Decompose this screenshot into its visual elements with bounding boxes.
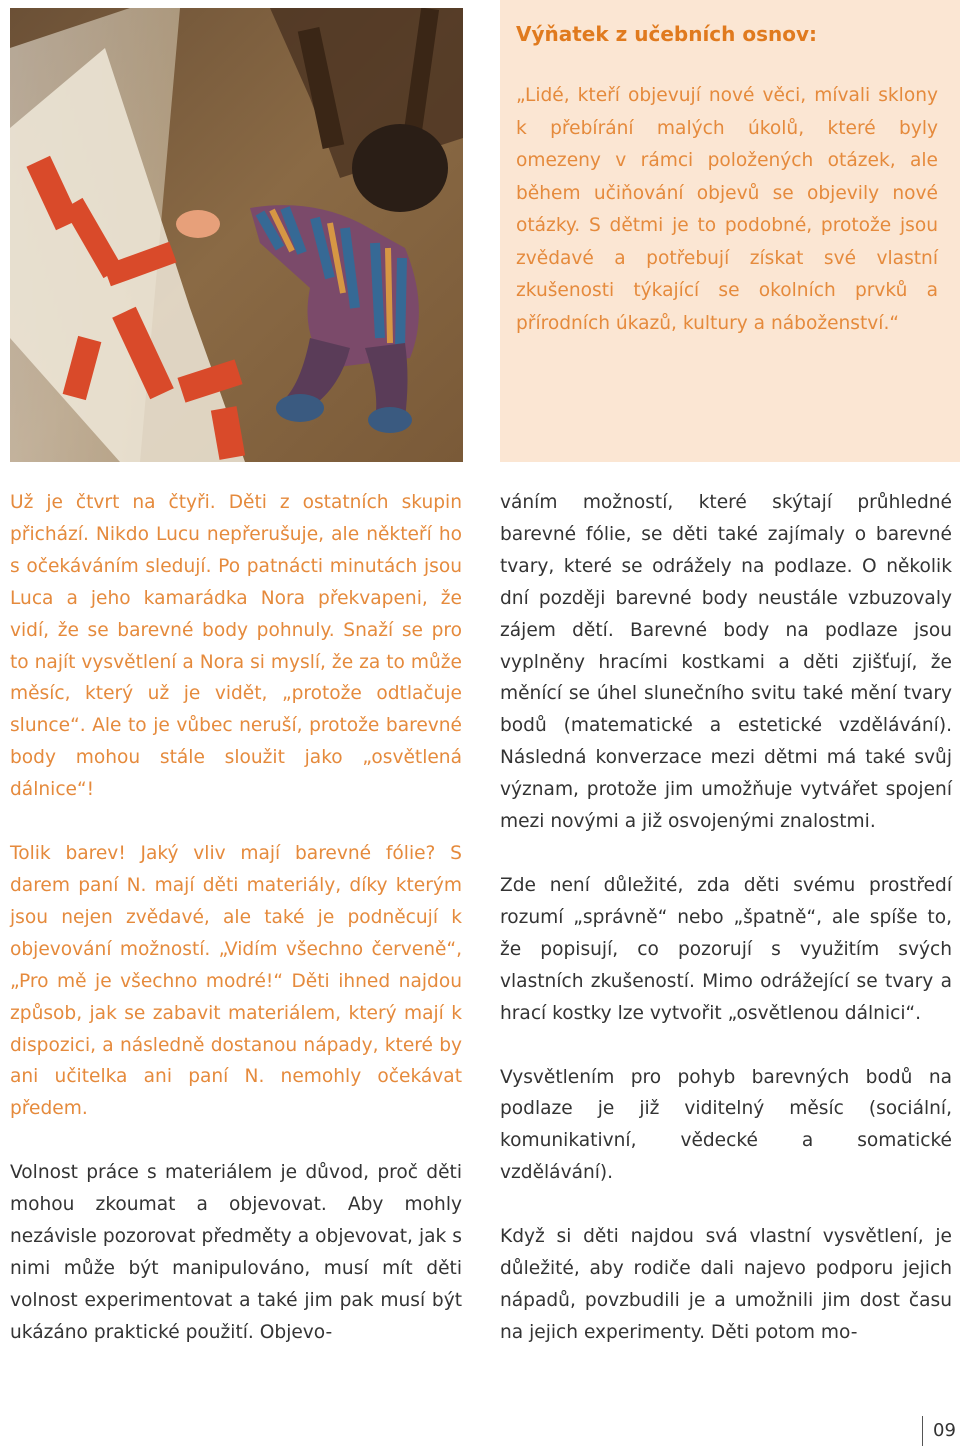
right-paragraph-2: Zde není důležité, zda děti svému prostředí rozumí „správně“ nebo „špatně“, ale spíše to, že popisují, co pozorují s využitím svých vlastních zkušeností. Mimo odrážející se tvary a hrací kostky lze vytvořit „osvětlenou dálnici“. — [500, 874, 952, 1024]
left-paragraph-2: Tolik barev! Jaký vliv mají barevné fólie? S darem paní N. mají děti materiály, díky kterým jsou nejen zvědavé, ale také je podněcují k objevování možností. „Vidím všechno červeně“, „Pro mě je všechno modré!“ Děti ihned najdou způsob, jak se zabavit materiálem, který mají k dispozici, a následně dostanou nápady, které by ani učitelka ani paní N. nemohly očekávat předem. — [10, 843, 462, 1120]
photo-illustration — [10, 8, 463, 462]
left-paragraph-1: Už je čtvrt na čtyři. Děti z ostatních skupin přichází. Nikdo Lucu nepřerušuje, ale někteří ho s očekáváním sledují. Po patnácti minutách jsou Luca a jeho kamarádka Nora překvapeni, že vidí, že se barevné body pohnuly. Snaží se pro to najít vysvětlení a Nora si myslí, že za to může měsíc, který už je vidět, „protože odtlačuje slunce“. Ale to je vůbec neruší, protože barevné body mohou stále sloužit jako „osvětlená dálnice“! — [10, 492, 462, 801]
right-paragraph-1: váním možností, které skýtají průhledné barevné fólie, se děti také zajímaly o barevné tvary, které se odrážely na podlaze. O několik dní později barevné body neustále vzbuzovaly zájem dětí. Barevné body na podlaze jsou vyplněny hracími kostkami a děti zjišťují, že měnící se úhel slunečního svitu také mění tvary bodů (matematické a estetické vzdělávání). Následná konverzace mezi dětmi má také svůj význam, protože jim umožňuje vytvářet spojení mezi novými a již osvojenými znalostmi. — [500, 492, 952, 833]
left-text-column — [10, 487, 462, 1381]
left-paragraph-3: Volnost práce s materiálem je důvod, proč děti mohou zkoumat a objevovat. Aby mohly nezávisle pozorovat předměty a objevovat, jak s nimi může být manipulováno, musí mít děti volnost experimentovat a také jim pak musí být ukázáno praktické použití. Objevo- — [10, 1162, 462, 1343]
right-text-column — [500, 487, 952, 1381]
excerpt-title: Výňatek z učebních osnov: — [516, 22, 818, 46]
child-playing-photo — [10, 8, 463, 462]
excerpt-quote: „Lidé, kteří objevují nové věci, mívali sklony k přebírání malých úkolů, které byly omezeny v rámci položených otázek, ale během učiňování objevů se objevily nové otázky. S dětmi je to podobné, protože jsou zvědavé a potřebují získat své vlastní zkušenosti týkající se okolních prvků a přírodních úkazů, kultury a náboženství.“ — [516, 85, 938, 334]
right-paragraph-3: Vysvětlením pro pohyb barevných bodů na podlaze je již viditelný měsíc (sociální, komunikativní, vědecké a somatické vzdělávání). — [500, 1066, 952, 1184]
curriculum-excerpt-box — [500, 0, 960, 462]
right-paragraph-4: Když si děti najdou svá vlastní vysvětlení, je důležité, aby rodiče dali najevo podporu jejich nápadů, povzbudili je a umožnili jim dost času na jejich experimenty. Děti potom mo- — [500, 1226, 952, 1343]
page-number: 09 — [922, 1416, 956, 1446]
